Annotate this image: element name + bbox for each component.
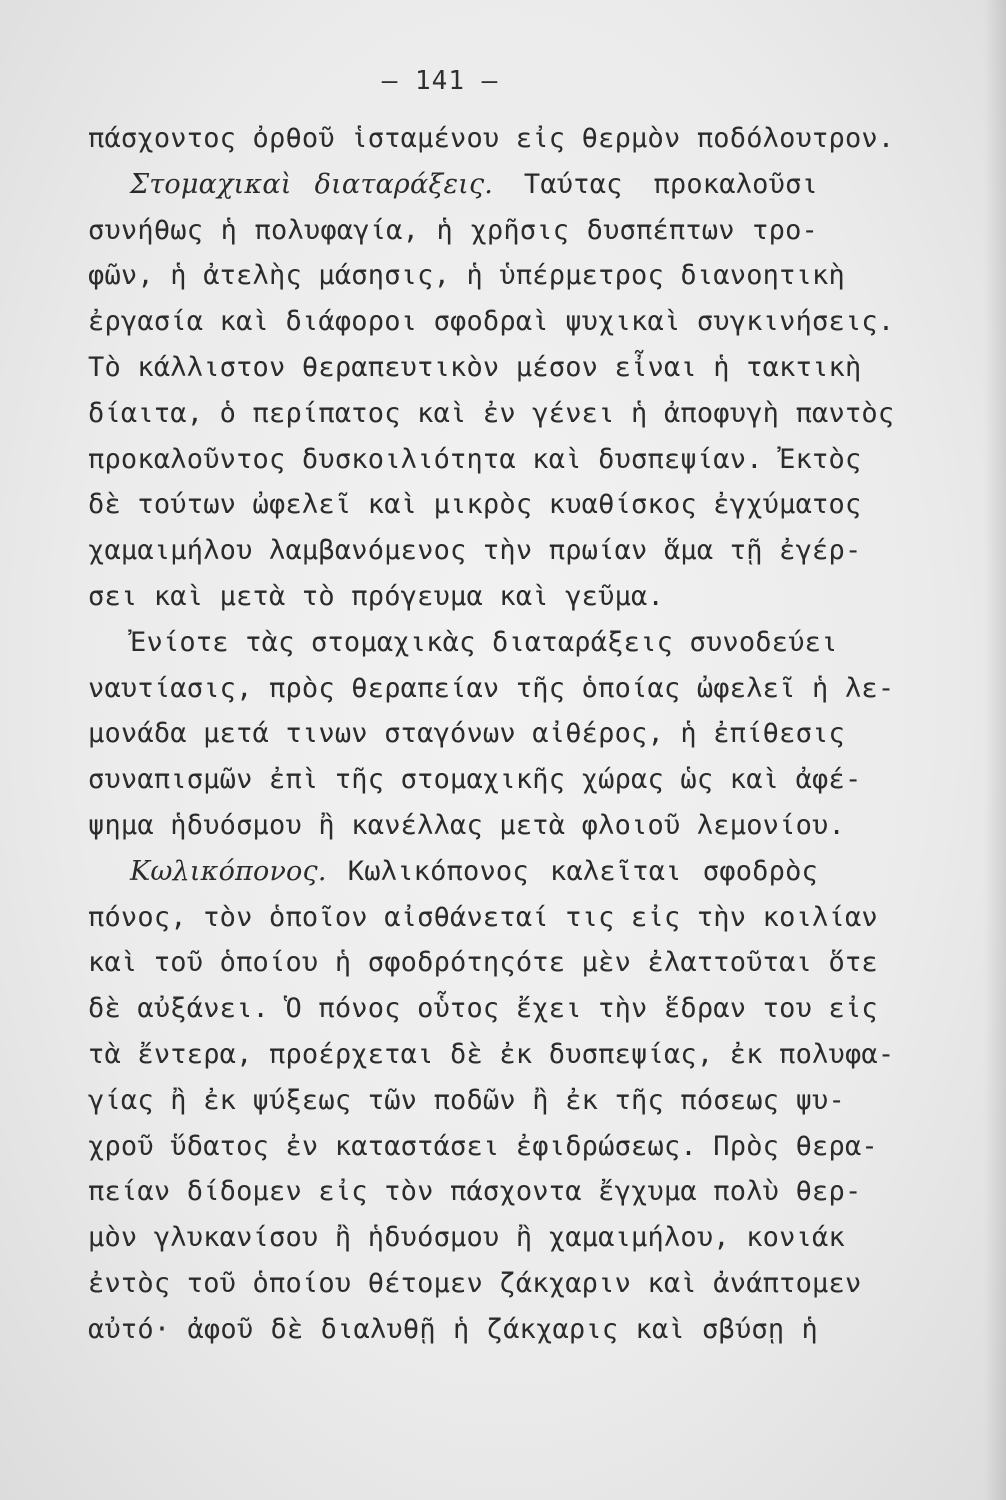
line-text: πείαν δίδομεν εἰς τὸν πάσχοντα ἔγχυμα πολὺ θερ- — [88, 1176, 862, 1208]
text-line — [88, 711, 845, 757]
text-line — [88, 437, 862, 483]
line-text: Ἐνίοτε τὰς στομαχικὰς διαταράξεις συνοδεύει — [130, 626, 838, 658]
text-line — [88, 1032, 895, 1078]
line-text: φῶν, ἡ ἀτελὴς μάσησις, ἡ ὑπέρμετρος διανοητικὴ — [88, 260, 845, 292]
line-text: τὰ ἔντερα, προέρχεται δὲ ἐκ δυσπεψίας, ἐκ πολυφα- — [88, 1038, 895, 1070]
page-body-text — [88, 116, 895, 1353]
text-line — [88, 253, 845, 299]
line-text: δίαιτα, ὁ περίπατος καὶ ἐν γένει ἡ ἀποφυγὴ παντὸς — [88, 397, 895, 429]
section-heading: Κωλικόπονος. — [130, 855, 327, 887]
line-text: μονάδα μετά τινων σταγόνων αἰθέρος, ἡ ἐπίθεσις — [88, 718, 845, 750]
text-line — [88, 986, 878, 1032]
line-text: γίας ἢ ἐκ ψύξεως τῶν ποδῶν ἢ ἐκ τῆς πόσεως ψυ- — [88, 1084, 845, 1116]
line-text: ἐντὸς τοῦ ὁποίου θέτομεν ζάκχαριν καὶ ἀνάπτομεν — [88, 1267, 862, 1299]
line-text: χαμαιμήλου λαμβανόμενος τὴν πρωίαν ἅμα τῇ ἐγέρ- — [88, 535, 862, 567]
text-line — [88, 1169, 862, 1215]
line-text: ναυτίασις, πρὸς θεραπείαν τῆς ὁποίας ὠφελεῖ ἡ λε- — [88, 672, 895, 704]
text-line — [88, 299, 895, 345]
line-text: συναπισμῶν ἐπὶ τῆς στομαχικῆς χώρας ὡς καὶ ἀφέ- — [88, 764, 862, 796]
text-line — [88, 528, 862, 574]
text-line — [88, 940, 878, 986]
text-line — [88, 574, 818, 620]
line-text: Κωλικόπονος καλεῖται σφοδρὸς — [326, 855, 818, 887]
line-text: συνήθως ἡ πολυφαγία, ἡ χρῆσις δυσπέπτων τρο- — [88, 214, 818, 246]
line-text: δὲ τούτων ὠφελεῖ καὶ μικρὸς κυαθίσκος ἐγχύματος — [88, 489, 862, 521]
text-line — [88, 803, 845, 849]
line-text: χροῦ ὕδατος ἐν καταστάσει ἐφιδρώσεως. Πρὸς θερα- — [88, 1130, 878, 1162]
text-line — [88, 1261, 862, 1307]
section-heading: Στομαχικαὶ διαταράξεις. — [130, 168, 494, 200]
text-line — [88, 345, 862, 391]
text-line — [88, 1307, 818, 1353]
text-line — [88, 849, 818, 895]
line-text: ψημα ἡδυόσμου ἢ κανέλλας μετὰ φλοιοῦ λεμονίου. — [88, 809, 845, 841]
text-line — [88, 666, 895, 712]
text-line — [88, 116, 895, 162]
line-text: Ταύτας προκαλοῦσι — [493, 168, 818, 200]
text-line — [88, 482, 862, 528]
page-number: — 141 — — [381, 66, 499, 96]
line-text: μὸν γλυκανίσου ἢ ἡδυόσμου ἢ χαμαιμήλου, κονιάκ — [88, 1222, 845, 1254]
text-line — [88, 620, 838, 666]
line-text: αὐτό· ἀφοῦ δὲ διαλυθῇ ἡ ζάκχαρις καὶ σβύσῃ ἡ — [88, 1313, 818, 1345]
text-line — [88, 208, 818, 254]
line-text: πόνος, τὸν ὁποῖον αἰσθάνεταί τις εἰς τὴν κοιλίαν — [88, 901, 878, 933]
line-text: πάσχοντος ὀρθοῦ ἱσταμένου εἰς θερμὸν ποδόλουτρον. — [88, 123, 895, 154]
text-line — [88, 757, 862, 803]
page-edge-shadow — [984, 0, 1006, 1500]
line-text: σει καὶ μετὰ τὸ πρόγευμα καὶ γεῦμα. — [88, 580, 664, 612]
line-text: Τὸ κάλλιστον θεραπευτικὸν μέσον εἶναι ἡ τακτικὴ — [88, 351, 862, 383]
text-line — [88, 1215, 845, 1261]
text-line — [88, 1124, 878, 1170]
line-text: καὶ τοῦ ὁποίου ἡ σφοδρότηςότε μὲν ἐλαττοῦται ὅτε — [88, 947, 878, 979]
text-line — [88, 162, 818, 208]
text-line — [88, 895, 878, 941]
line-text: δὲ αὐξάνει. Ὁ πόνος οὗτος ἔχει τὴν ἕδραν του εἰς — [88, 993, 878, 1025]
text-line — [88, 1078, 845, 1124]
text-line — [88, 391, 895, 437]
line-text: προκαλοῦντος δυσκοιλιότητα καὶ δυσπεψίαν. Ἐκτὸς — [88, 443, 862, 475]
line-text: ἐργασία καὶ διάφοροι σφοδραὶ ψυχικαὶ συγκινήσεις. — [88, 306, 895, 338]
